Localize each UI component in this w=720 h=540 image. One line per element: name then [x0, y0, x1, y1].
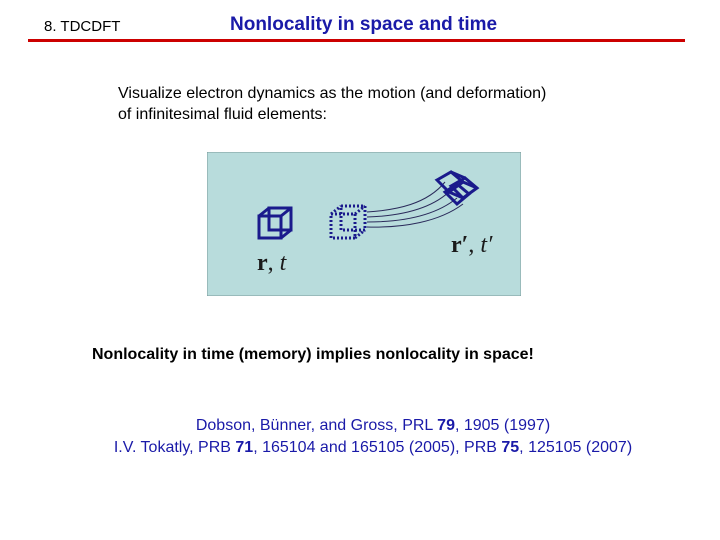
slide-title: Nonlocality in space and time — [230, 14, 498, 35]
label-r-prime-t-prime: r′, t′ — [451, 232, 493, 258]
references — [0, 415, 720, 459]
label-r-t: r, t — [257, 250, 287, 276]
fluid-element-figure — [207, 152, 521, 296]
intro-line-2: of infinitesimal fluid elements: — [118, 106, 327, 123]
reference-1: Dobson, Bünner, and Gross, PRL 79, 1905 (1997) — [195, 417, 551, 434]
intro-line-1: Visualize electron dynamics as the motion (and deformation) — [118, 85, 547, 102]
intro-text — [118, 83, 546, 125]
reference-2: I.V. Tokatly, PRB 71, 165104 and 165105 (2005), PRB 75, 125105 (2007) — [113, 439, 633, 456]
conclusion-text: Nonlocality in time (memory) implies nonlocality in space! — [92, 346, 534, 363]
title-rule — [28, 39, 685, 42]
section-label: 8. TDCDFT — [44, 18, 121, 35]
